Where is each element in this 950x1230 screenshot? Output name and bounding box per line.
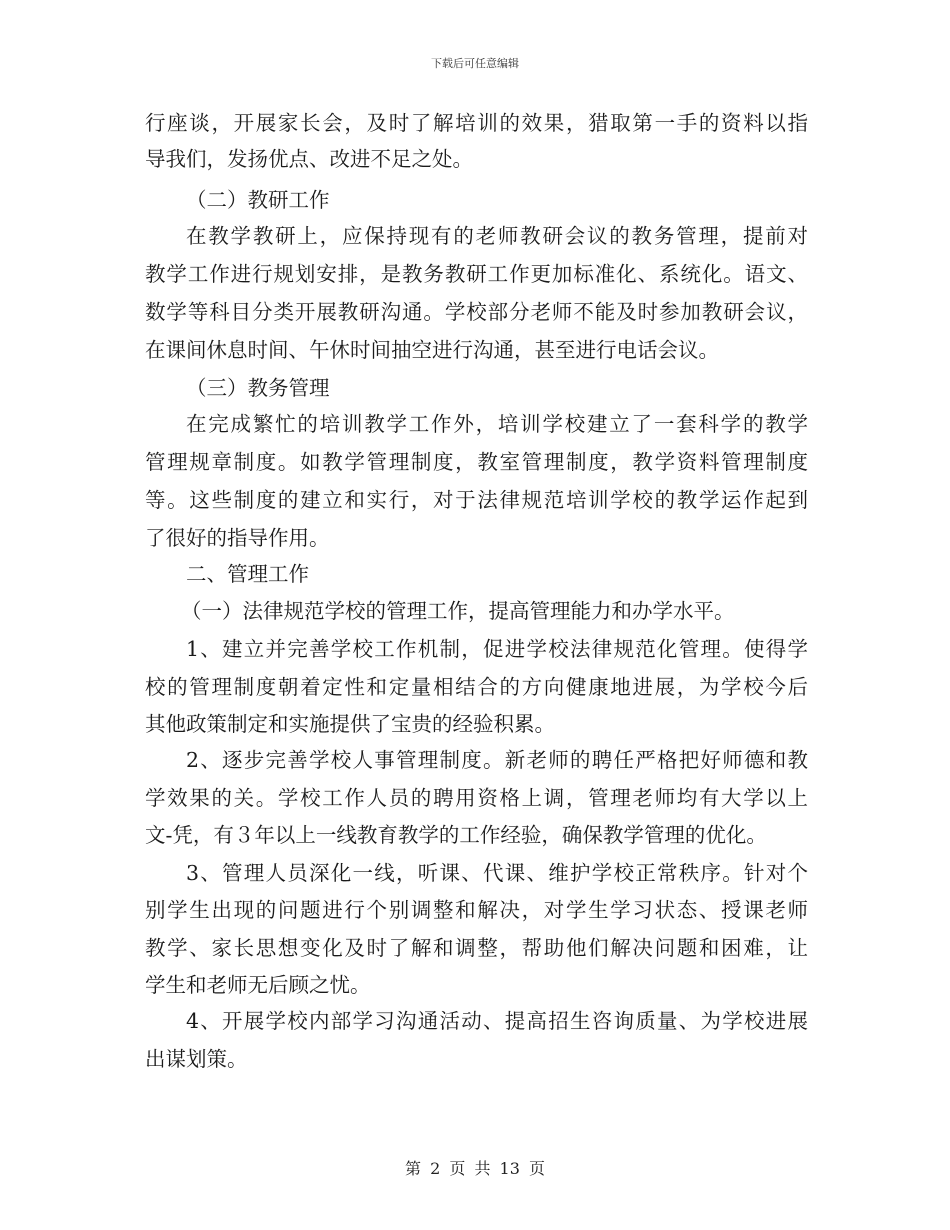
body-line: 行座谈，开展家长会，及时了解培训的效果，猎取第一手的资料以指 (145, 111, 808, 135)
body-line: 3、管理人员深化一线，听课、代课、维护学校正常秩序。针对个 (186, 861, 808, 885)
body-line: 1、建立并完善学校工作机制，促进学校法律规范化管理。使得学 (186, 637, 808, 661)
body-line: 教学工作进行规划安排，是教务教研工作更加标准化、系统化。语文、 (145, 262, 808, 286)
body-line: 等。这些制度的建立和实行，对于法律规范培训学校的教学运作起到 (145, 488, 808, 512)
page-header: 下载后可任意编辑 (431, 57, 519, 70)
body-line: 在课间休息时间、午休时间抽空进行沟通，甚至进行电话会议。 (145, 338, 719, 362)
body-line: 在教学教研上，应保持现有的老师教研会议的教务管理，提前对 (186, 224, 808, 248)
body-line: 数学等科目分类开展教研沟通。学校部分老师不能及时参加教研会议， (145, 300, 808, 324)
body-line: 学生和老师无后顾之忧。 (145, 973, 371, 997)
body-line: 学效果的关。学校工作人员的聘用资格上调，管理老师均有大学以上 (145, 786, 808, 810)
body-line: 别学生出现的问题进行个别调整和解决，对学生学习状态、授课老师 (145, 898, 808, 922)
body-line: 导我们，发扬优点、改进不足之处。 (145, 147, 473, 171)
body-line: 2、逐步完善学校人事管理制度。新老师的聘任严格把好师德和教 (186, 748, 808, 772)
body-line: 校的管理制度朝着定性和定量相结合的方向健康地进展，为学校今后 (145, 675, 808, 699)
body-line: 其他政策制定和实施提供了宝贵的经验积累。 (145, 712, 555, 736)
page-number-footer: 第 2 页 共 13 页 (405, 1159, 545, 1178)
body-line: 教学、家长思想变化及时了解和调整，帮助他们解决问题和困难，让 (145, 936, 808, 960)
body-line: 在完成繁忙的培训教学工作外，培训学校建立了一套科学的教学 (186, 412, 808, 436)
section-heading-teaching-research: （二）教研工作 (186, 188, 330, 212)
body-line: 了很好的指导作用。 (145, 526, 330, 550)
body-line: 文-凭，有３年以上一线教育教学的工作经验，确保教学管理的优化。 (145, 823, 767, 847)
section-heading-academic-affairs: （三）教务管理 (186, 376, 330, 400)
body-line: 管理规章制度。如教学管理制度，教室管理制度，教学资料管理制度 (145, 450, 808, 474)
section-heading-management: 二、管理工作 (186, 562, 309, 586)
body-line: 4、开展学校内部学习沟通活动、提高招生咨询质量、为学校进展 (186, 1009, 808, 1033)
body-line: 出谋划策。 (145, 1047, 248, 1071)
subsection-heading: （一）法律规范学校的管理工作，提高管理能力和办学水平。 (181, 599, 735, 623)
